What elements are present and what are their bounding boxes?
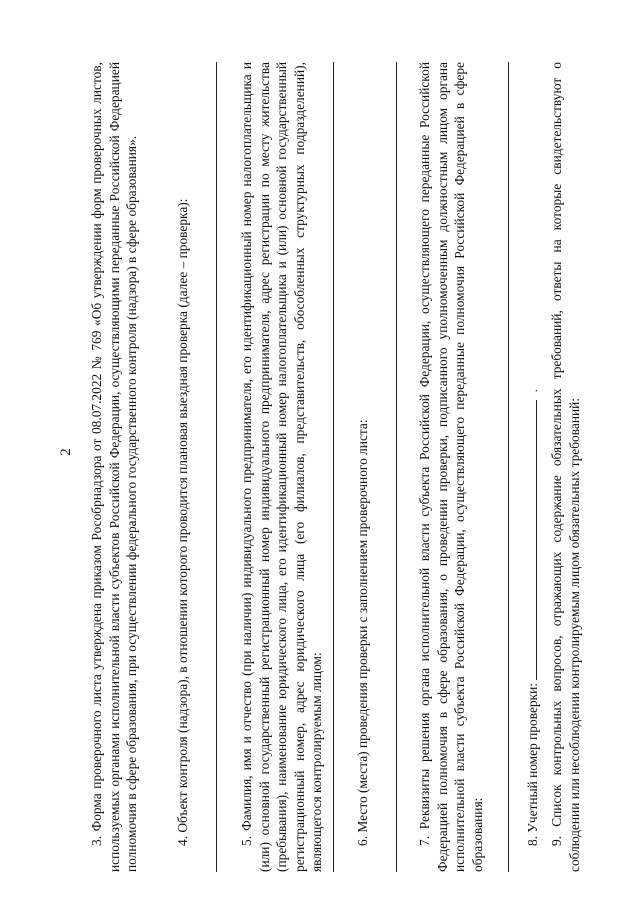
blank-line-place [396,62,397,872]
paragraph-4: 4. Объект контроля (надзора), в отношении которого проводится плановая выездная проверка (далее – проверка): [175,198,190,846]
paragraph-6: 6. Место (места) проведения проверки с заполнением проверочного листа: [355,419,370,846]
paragraph-5: 5. Фамилия, имя и отчество (при наличии) индивидуального предпринимателя, его идентификационный номер налогоплательщика и (или) основной государственный регистрационный номер индивидуального предпринимателя, адрес регистрации по месту жительства (пребывания), наименование юридического лица, его идентификационный номер налогоплательщика и (или) основной государственный регистрационный номер, адрес юридического лица (его филиалов, представительств, обособленных структурных подразделений), являющегося контролируемым лицом: [239,62,324,872]
page-number: 2 [58,448,74,456]
paragraph-3: 3. Форма проверочного листа утверждена приказом Рособрнадзора от 08.07.2022 № 769 «Об утверждении форм проверочных листов, используемых органами исполнительной власти субъектов Российской Федерации, осуществляющими переданные Российской Федерацией полномочия в сфере образования, при осуществлении федерального государственного контроля (надзора) в сфере образования». [89,62,139,872]
blank-line-decision [508,62,509,872]
rotated-page [58,32,582,872]
blank-line-number [524,400,537,680]
blank-line-object [216,62,217,872]
paragraph-8-label: 8. Учетный номер проверки: [525,683,540,846]
paragraph-7: 7. Реквизиты решения органа исполнительной власти субъекта Российской Федерации, осуществляющего переданные Российской Федерацией полномочия в сфере образования, о проведении проверки, подписанного уполномоченным должностным лицом органа исполнительной власти субъекта Российской Федерации, осуществляющего переданные полномочия Российской Федерацией в сфере образования: [417,62,485,872]
blank-mark: . [526,389,540,393]
paragraph-8 [524,62,543,872]
blank-line-controlled-person [333,62,334,872]
paragraph-9: 9. Список контрольных вопросов, отражающих содержание обязательных требований, ответы на которые свидетельствуют о соблюдении или несоблюдении контролируемым лицом обязательных требований: [549,62,582,872]
